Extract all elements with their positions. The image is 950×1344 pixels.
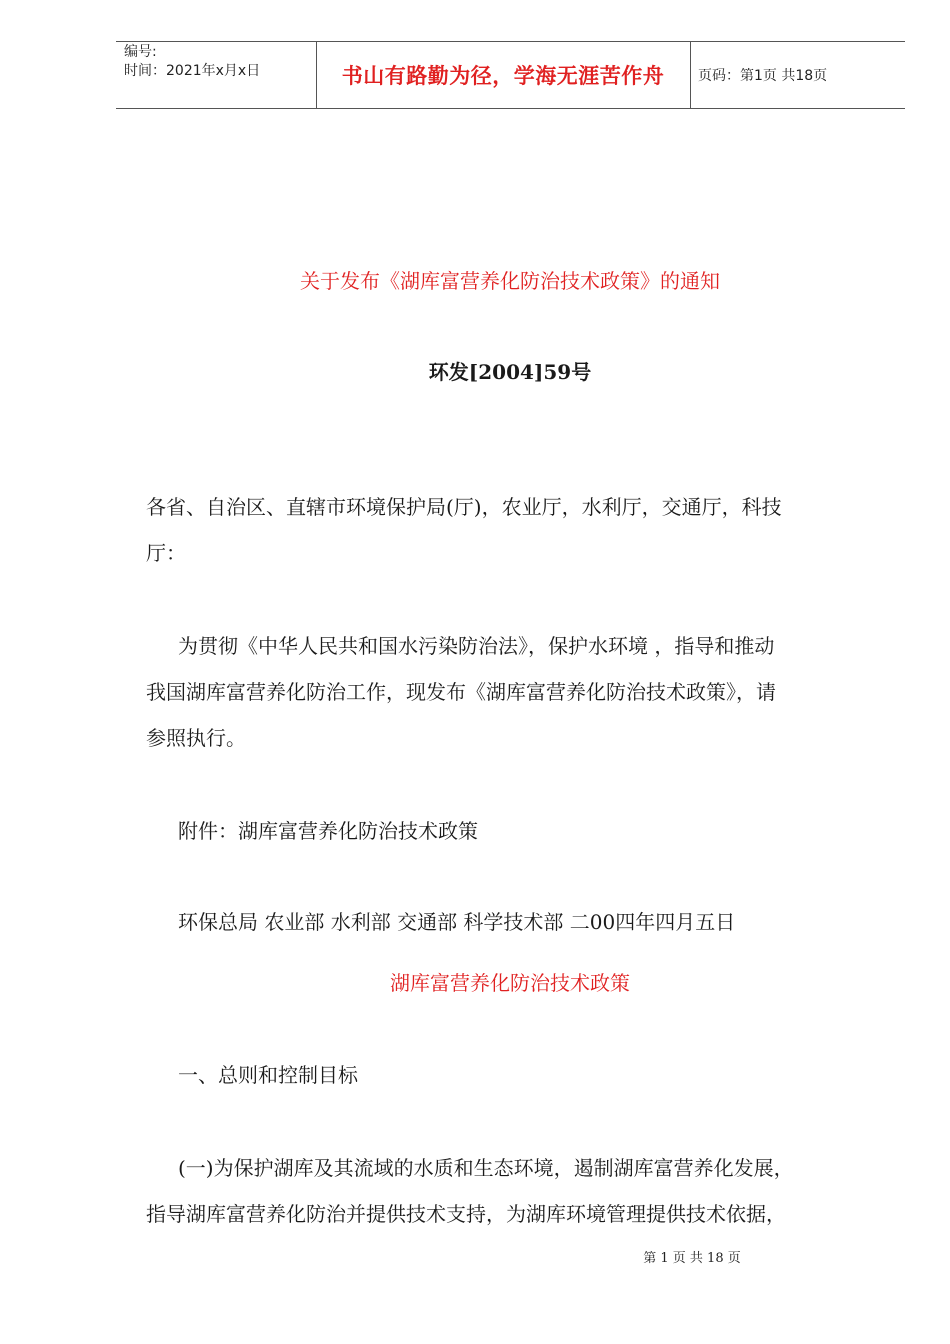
section-heading: 一、总则和控制目标: [178, 1063, 358, 1087]
page-header: [116, 41, 905, 109]
time-label: 时间：2021年x月x日: [124, 63, 261, 79]
header-meta: [124, 42, 314, 108]
para1-line-2: 指导湖库富营养化防治并提供技术支持，为湖库环境管理提供技术依据，: [146, 1202, 786, 1226]
attachment-line: 附件：湖库富营养化防治技术政策: [178, 819, 478, 843]
body-line-2: 我国湖库富营养化防治工作，现发布《湖库富营养化防治技术政策》，请: [146, 680, 776, 704]
number-label: 编号:: [124, 44, 157, 60]
header-divider-right: [690, 42, 691, 108]
recipients-line-2: 厅：: [146, 541, 186, 565]
body-line-1: 为贯彻《中华人民共和国水污染防治法》，保护水环境 ，指导和推动: [178, 634, 775, 658]
policy-title: 湖库富营养化防治技术政策: [390, 971, 630, 995]
document-number: 环发[2004]59号: [428, 360, 592, 384]
page-footer: 第 1 页 共 18 页: [643, 1251, 741, 1266]
para1-line-1: (一)为保护湖库及其流域的水质和生态环境，遏制湖库富营养化发展，: [178, 1156, 794, 1180]
header-motto: 书山有路勤为径，学海无涯苦作舟: [341, 64, 665, 88]
signatories-line: 环保总局 农业部 水利部 交通部 科学技术部 二00四年四月五日: [178, 910, 736, 934]
body-line-3: 参照执行。: [146, 726, 246, 750]
header-page-info: 页码：第1页 共18页: [698, 68, 828, 84]
recipients-line-1: 各省、自治区、直辖市环境保护局(厅)，农业厅，水利厅，交通厅，科技: [146, 495, 782, 519]
document-title: 关于发布《湖库富营养化防治技术政策》的通知: [300, 269, 720, 293]
